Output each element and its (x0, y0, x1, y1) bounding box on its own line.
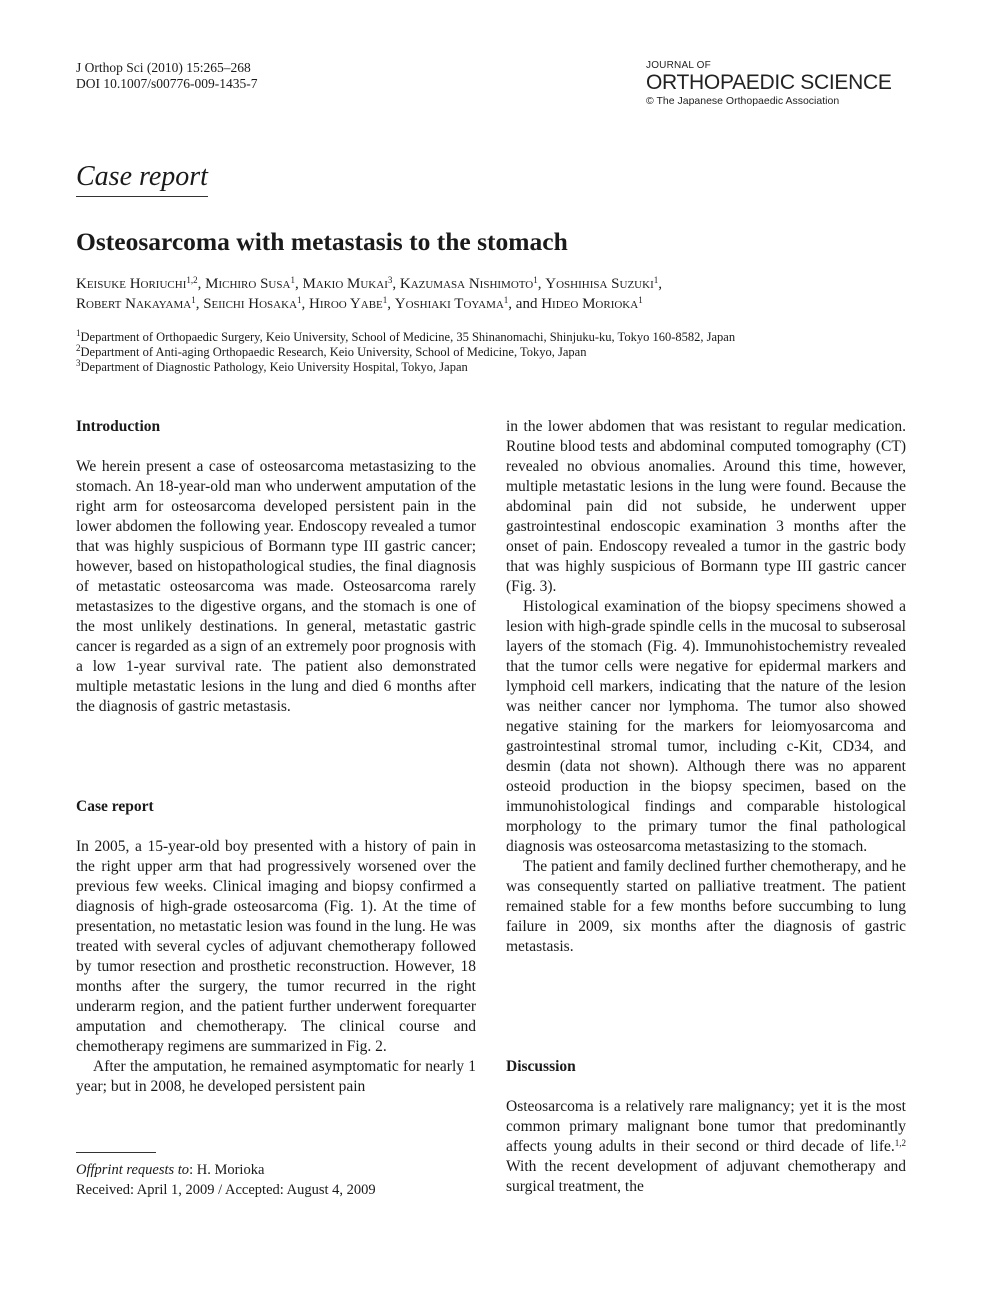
author: Seiichi Hosaka$^1$, (203, 295, 310, 312)
article-title: Osteosarcoma with metastasis to the stomach (76, 227, 568, 256)
author-list (76, 274, 916, 314)
intro-paragraph: We herein present a case of osteosarcoma metastasizing to the stomach. An 18-year-old man who underwent amputation of the right arm for osteosarcoma developed persistent pain in the lower abdomen the following year. Endoscopy revealed a tumor that was highly suspicious of Bormann type III gastric cancer; however, based on histopathological studies, the final diagnosis of metastatic osteosarcoma was made. Osteosarcoma rarely metastasizes to the digestive organs, and the stomach is one of the most unlikely destinations. In general, metastatic gastric cancer is regarded as a sign of an extremely poor prognosis with a low 1-year survival rate. The patient also demonstrated multiple metastatic lesions in the lung and died 6 months after the diagnosis of gastric metastasis. (76, 458, 476, 715)
affiliation-list (76, 330, 916, 375)
author: Robert Nakayama$^1$, (76, 295, 204, 312)
article-type-label: Case report (76, 160, 208, 197)
author: Michiro Susa$^1$, (205, 275, 303, 292)
journal-logo (646, 60, 892, 108)
author: Yoshiaki Toyama$^1$, and (394, 295, 542, 312)
body-paragraph: Histological examination of the biopsy specimens showed a lesion with high-grade spindle cells in the mucosal to subserosal layers of the stomach (Fig. 4). Immunohistochemistry revealed that the tumor cells were negative for epidermal markers and lymphoid cell markers, indicating that the nature of the lesion was neither cancer nor lymphoma. The tumor also showed negative staining for the markers for leiomyosarcoma and gastrointestinal stromal tumor, including c-Kit, CD34, and desmin (data not shown). Although there was no apparent osteoid production in the biopsy specimen, based on the immunohistological findings and comparable histological morphology to the primary tumor the final pathological diagnosis was osteosarcoma metastasizing to the stomach. (506, 598, 906, 855)
section-heading: Introduction (76, 418, 161, 435)
journal-name: ORTHOPAEDIC SCIENCE (646, 71, 892, 94)
footnote (76, 1160, 376, 1200)
offprint-request: Offprint requests to: H. Morioka (76, 1162, 265, 1178)
received-accepted-dates: Received: April 1, 2009 / Accepted: August 4, 2009 (76, 1182, 376, 1198)
author: Keisuke Horiuchi$^{1,2}$, (76, 275, 206, 292)
affiliation: $^2$Department of Anti-aging Orthopaedic Research, Keio University, School of Medicine, Tokyo, Japan (76, 343, 587, 359)
author: Kazumasa Nishimoto$^1$, (399, 275, 546, 292)
body-paragraph: in the lower abdomen that was resistant to regular medication. Routine blood tests and abdominal computed tomography (CT) revealed no obvious anomalies. Around this time, however, multiple metastatic lesions in the lung were found. Because the abdominal pain did not subside, he underwent upper gastrointestinal endoscopic examination 3 months after the onset of pain. Endoscopy revealed a tumor in the gastric body that was highly suspicious of Bormann type III gastric cancer (Fig. 3). (506, 418, 906, 595)
author: Yoshihisa Suzuki$^1$, (545, 275, 662, 292)
case-report-continued (506, 417, 906, 957)
case-paragraph: In 2005, a 15-year-old boy presented with a history of pain in the right upper arm that had progressively worsened over the previous few weeks. Clinical imaging and biopsy confirmed a diagnosis of high-grade osteosarcoma (Fig. 1). At the time of presentation, no metastatic lesion was found in the lung. He was treated with several cycles of adjuvant chemotherapy followed by tumor resection and prosthetic reconstruction. However, 18 months after the surgery, the tumor recurred in the right underarm region, and the patient further underwent forequarter amputation and chemotherapy. The clinical course and chemotherapy regimens are summarized in Fig. 2. (76, 838, 476, 1055)
discussion-paragraph: Osteosarcoma is a relatively rare malignancy; yet it is the most common primary malignant bone tumor that predominantly affects young adults in their second or third decade of life.$^{1,2}$ With the recent development of adjuvant chemotherapy and surgical treatment, the (506, 1098, 906, 1195)
case-report-section (76, 797, 476, 1097)
journal-association: © The Japanese Orthopaedic Association (646, 95, 840, 107)
journal-of-label: JOURNAL OF (646, 60, 711, 71)
citation-doi: DOI 10.1007/s00776-009-1435-7 (76, 76, 258, 91)
discussion-section (506, 1057, 906, 1197)
reference-citation: 1,2 (894, 1138, 906, 1148)
section-heading: Case report (76, 798, 154, 815)
author: Hideo Morioka$^1$ (541, 295, 643, 312)
footnote-divider (76, 1152, 156, 1153)
journal-citation (76, 60, 258, 92)
body-paragraph: The patient and family declined further chemotherapy, and he was consequently started on palliative treatment. The patient remained stable for a few months before succumbing to lung failure in 2009, six months after the diagnosis of gastric metastasis. (506, 858, 906, 955)
citation-volume: J Orthop Sci (2010) 15:265–268 (76, 60, 251, 75)
affiliation: $^3$Department of Diagnostic Pathology, Keio University Hospital, Tokyo, Japan (76, 358, 468, 374)
section-heading: Discussion (506, 1058, 576, 1075)
affiliation: $^1$Department of Orthopaedic Surgery, Keio University, School of Medicine, 35 Shinanomachi, Shinjuku-ku, Tokyo 160-8582, Japan (76, 328, 736, 344)
author: Hiroo Yabe$^1$, (309, 295, 395, 312)
author: Makio Mukai$^3$, (302, 275, 400, 292)
intro-section (76, 417, 476, 717)
case-paragraph: After the amputation, he remained asymptomatic for nearly 1 year; but in 2008, he developed persistent pain (76, 1058, 476, 1095)
